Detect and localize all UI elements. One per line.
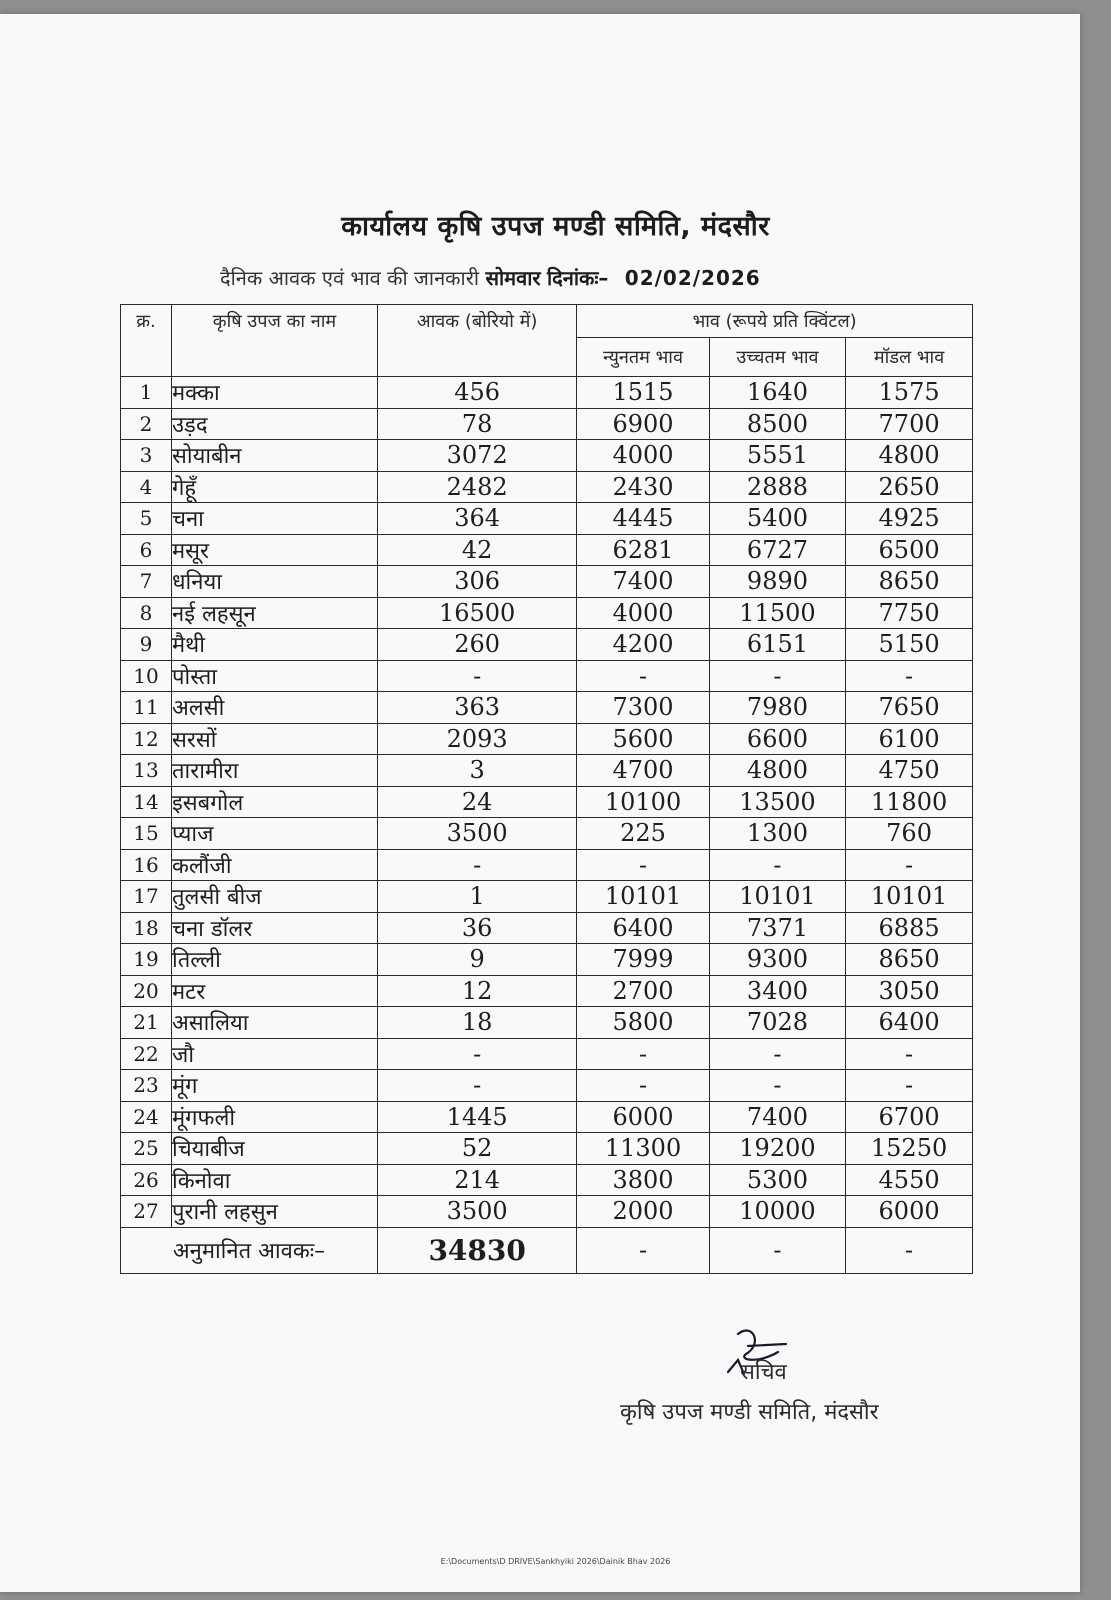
max-price-cell: 9890 xyxy=(709,566,845,598)
total-modal: - xyxy=(846,1227,973,1273)
crop-name-cell: सोयाबीन xyxy=(172,440,378,472)
table-row xyxy=(121,1164,973,1196)
signature-title: सचिव xyxy=(740,1360,787,1385)
serial-cell: 8 xyxy=(121,597,172,629)
table-row xyxy=(121,440,973,472)
crop-name-cell: तिल्ली xyxy=(172,944,378,976)
table-row xyxy=(121,912,973,944)
modal-price-cell: 6100 xyxy=(846,723,973,755)
modal-price-cell: 6400 xyxy=(846,1007,973,1039)
crop-name-cell: किनोवा xyxy=(172,1164,378,1196)
max-price-cell: 1640 xyxy=(709,377,845,409)
arrival-cell: 456 xyxy=(378,377,577,409)
max-price-cell: 1300 xyxy=(709,818,845,850)
header-modal-price: मॉडल भाव xyxy=(846,338,973,377)
arrival-cell: - xyxy=(378,1038,577,1070)
serial-cell: 9 xyxy=(121,629,172,661)
modal-price-cell: 6885 xyxy=(846,912,973,944)
table-row xyxy=(121,786,973,818)
serial-cell: 10 xyxy=(121,660,172,692)
table-row xyxy=(121,723,973,755)
arrival-cell: 12 xyxy=(378,975,577,1007)
modal-price-cell: 10101 xyxy=(846,881,973,913)
date-label: दिनांकः– xyxy=(546,266,609,290)
min-price-cell: 11300 xyxy=(577,1133,710,1165)
arrival-cell: 363 xyxy=(378,692,577,724)
max-price-cell: 6151 xyxy=(709,629,845,661)
crop-name-cell: इसबगोल xyxy=(172,786,378,818)
subtitle-prefix: दैनिक आवक एवं भाव की जानकारी xyxy=(220,266,480,290)
table-row xyxy=(121,944,973,976)
serial-cell: 21 xyxy=(121,1007,172,1039)
header-price-group: भाव (रूपये प्रति क्विंटल) xyxy=(577,305,973,338)
modal-price-cell: 6000 xyxy=(846,1196,973,1228)
min-price-cell: - xyxy=(577,1038,710,1070)
modal-price-cell: 5150 xyxy=(846,629,973,661)
serial-cell: 16 xyxy=(121,849,172,881)
max-price-cell: 5300 xyxy=(709,1164,845,1196)
max-price-cell: - xyxy=(709,1038,845,1070)
arrival-cell: 52 xyxy=(378,1133,577,1165)
arrival-cell: 3500 xyxy=(378,1196,577,1228)
header-crop-name: कृषि उपज का नाम xyxy=(172,305,378,377)
arrival-cell: - xyxy=(378,849,577,881)
total-min: - xyxy=(577,1227,710,1273)
header-min-price: न्युनतम भाव xyxy=(577,338,710,377)
arrival-cell: 214 xyxy=(378,1164,577,1196)
min-price-cell: 7999 xyxy=(577,944,710,976)
arrival-cell: 2093 xyxy=(378,723,577,755)
max-price-cell: 19200 xyxy=(709,1133,845,1165)
min-price-cell: 2700 xyxy=(577,975,710,1007)
crop-name-cell: गेहूँ xyxy=(172,471,378,503)
modal-price-cell: 3050 xyxy=(846,975,973,1007)
modal-price-cell: 4750 xyxy=(846,755,973,787)
min-price-cell: 6000 xyxy=(577,1101,710,1133)
crop-name-cell: मटर xyxy=(172,975,378,1007)
footer-file-path: E:\Documents\D DRIVE\Sankhyiki 2026\Dainik Bhav 2026 xyxy=(440,1557,671,1566)
min-price-cell: 4000 xyxy=(577,597,710,629)
crop-name-cell: तारामीरा xyxy=(172,755,378,787)
min-price-cell: 225 xyxy=(577,818,710,850)
mandi-rates-table xyxy=(120,304,973,1274)
serial-cell: 19 xyxy=(121,944,172,976)
crop-name-cell: असालिया xyxy=(172,1007,378,1039)
modal-price-cell: - xyxy=(846,849,973,881)
modal-price-cell: 15250 xyxy=(846,1133,973,1165)
crop-name-cell: जौ xyxy=(172,1038,378,1070)
table-row xyxy=(121,660,973,692)
crop-name-cell: चना xyxy=(172,503,378,535)
serial-cell: 7 xyxy=(121,566,172,598)
arrival-cell: 9 xyxy=(378,944,577,976)
arrival-cell: 16500 xyxy=(378,597,577,629)
modal-price-cell: 6700 xyxy=(846,1101,973,1133)
total-max: - xyxy=(709,1227,845,1273)
modal-price-cell: - xyxy=(846,1038,973,1070)
arrival-cell: 364 xyxy=(378,503,577,535)
min-price-cell: 7400 xyxy=(577,566,710,598)
arrival-cell: - xyxy=(378,1070,577,1102)
min-price-cell: 10101 xyxy=(577,881,710,913)
total-arrival: 34830 xyxy=(378,1227,577,1273)
signature-organization: कृषि उपज मण्डी समिति, मंदसौर xyxy=(620,1400,879,1425)
max-price-cell: - xyxy=(709,660,845,692)
table-row xyxy=(121,692,973,724)
table-row xyxy=(121,755,973,787)
crop-name-cell: उड़द xyxy=(172,408,378,440)
serial-cell: 17 xyxy=(121,881,172,913)
max-price-cell: 11500 xyxy=(709,597,845,629)
table-row xyxy=(121,377,973,409)
table-row xyxy=(121,849,973,881)
max-price-cell: 3400 xyxy=(709,975,845,1007)
min-price-cell: 5800 xyxy=(577,1007,710,1039)
crop-name-cell: चियाबीज xyxy=(172,1133,378,1165)
arrival-cell: 2482 xyxy=(378,471,577,503)
total-label: अनुमानित आवकः– xyxy=(121,1227,378,1273)
header-serial: क्र. xyxy=(121,305,172,377)
max-price-cell: 10000 xyxy=(709,1196,845,1228)
total-row xyxy=(121,1227,973,1273)
arrival-cell: 3 xyxy=(378,755,577,787)
serial-cell: 25 xyxy=(121,1133,172,1165)
serial-cell: 6 xyxy=(121,534,172,566)
table-row xyxy=(121,629,973,661)
document-page xyxy=(0,14,1080,1592)
min-price-cell: 3800 xyxy=(577,1164,710,1196)
min-price-cell: - xyxy=(577,660,710,692)
max-price-cell: 2888 xyxy=(709,471,845,503)
serial-cell: 27 xyxy=(121,1196,172,1228)
table-row xyxy=(121,503,973,535)
day-name: सोमवार xyxy=(485,266,541,290)
arrival-cell: 260 xyxy=(378,629,577,661)
max-price-cell: 4800 xyxy=(709,755,845,787)
crop-name-cell: मूंगफली xyxy=(172,1101,378,1133)
arrival-cell: 306 xyxy=(378,566,577,598)
crop-name-cell: पोस्ता xyxy=(172,660,378,692)
max-price-cell: 7028 xyxy=(709,1007,845,1039)
table-row xyxy=(121,471,973,503)
modal-price-cell: 7750 xyxy=(846,597,973,629)
arrival-cell: 24 xyxy=(378,786,577,818)
serial-cell: 11 xyxy=(121,692,172,724)
min-price-cell: 1515 xyxy=(577,377,710,409)
serial-cell: 24 xyxy=(121,1101,172,1133)
crop-name-cell: मसूर xyxy=(172,534,378,566)
min-price-cell: 6900 xyxy=(577,408,710,440)
serial-cell: 26 xyxy=(121,1164,172,1196)
table-row xyxy=(121,1038,973,1070)
modal-price-cell: - xyxy=(846,660,973,692)
min-price-cell: 4000 xyxy=(577,440,710,472)
min-price-cell: 4445 xyxy=(577,503,710,535)
modal-price-cell: 6500 xyxy=(846,534,973,566)
serial-cell: 23 xyxy=(121,1070,172,1102)
page-title: कार्यालय कृषि उपज मण्डी समिति, मंदसौर xyxy=(341,211,770,242)
arrival-cell: 36 xyxy=(378,912,577,944)
arrival-cell: - xyxy=(378,660,577,692)
table-row xyxy=(121,534,973,566)
min-price-cell: 6400 xyxy=(577,912,710,944)
min-price-cell: 7300 xyxy=(577,692,710,724)
min-price-cell: - xyxy=(577,849,710,881)
crop-name-cell: चना डॉलर xyxy=(172,912,378,944)
serial-cell: 18 xyxy=(121,912,172,944)
crop-name-cell: अलसी xyxy=(172,692,378,724)
max-price-cell: 7400 xyxy=(709,1101,845,1133)
max-price-cell: 5551 xyxy=(709,440,845,472)
modal-price-cell: 760 xyxy=(846,818,973,850)
modal-price-cell: 4925 xyxy=(846,503,973,535)
serial-cell: 5 xyxy=(121,503,172,535)
crop-name-cell: कलौंजी xyxy=(172,849,378,881)
min-price-cell: - xyxy=(577,1070,710,1102)
serial-cell: 4 xyxy=(121,471,172,503)
crop-name-cell: मक्का xyxy=(172,377,378,409)
max-price-cell: 10101 xyxy=(709,881,845,913)
min-price-cell: 4700 xyxy=(577,755,710,787)
max-price-cell: 6600 xyxy=(709,723,845,755)
header-arrival: आवक (बोरियो में) xyxy=(378,305,577,377)
max-price-cell: 5400 xyxy=(709,503,845,535)
max-price-cell: - xyxy=(709,1070,845,1102)
table-row xyxy=(121,1196,973,1228)
arrival-cell: 78 xyxy=(378,408,577,440)
crop-name-cell: मैथी xyxy=(172,629,378,661)
min-price-cell: 4200 xyxy=(577,629,710,661)
table-row xyxy=(121,1007,973,1039)
modal-price-cell: - xyxy=(846,1070,973,1102)
arrival-cell: 42 xyxy=(378,534,577,566)
modal-price-cell: 1575 xyxy=(846,377,973,409)
min-price-cell: 2430 xyxy=(577,471,710,503)
min-price-cell: 6281 xyxy=(577,534,710,566)
modal-price-cell: 2650 xyxy=(846,471,973,503)
table-row xyxy=(121,566,973,598)
max-price-cell: - xyxy=(709,849,845,881)
modal-price-cell: 7700 xyxy=(846,408,973,440)
max-price-cell: 7371 xyxy=(709,912,845,944)
max-price-cell: 6727 xyxy=(709,534,845,566)
serial-cell: 2 xyxy=(121,408,172,440)
crop-name-cell: प्याज xyxy=(172,818,378,850)
modal-price-cell: 11800 xyxy=(846,786,973,818)
table-row xyxy=(121,408,973,440)
table-row xyxy=(121,1133,973,1165)
modal-price-cell: 8650 xyxy=(846,566,973,598)
serial-cell: 20 xyxy=(121,975,172,1007)
arrival-cell: 1 xyxy=(378,881,577,913)
arrival-cell: 1445 xyxy=(378,1101,577,1133)
serial-cell: 1 xyxy=(121,377,172,409)
serial-cell: 15 xyxy=(121,818,172,850)
table-row xyxy=(121,881,973,913)
max-price-cell: 8500 xyxy=(709,408,845,440)
page-subtitle xyxy=(220,264,761,291)
crop-name-cell: नई लहसून xyxy=(172,597,378,629)
table-row xyxy=(121,1070,973,1102)
max-price-cell: 9300 xyxy=(709,944,845,976)
table-row xyxy=(121,975,973,1007)
table-row xyxy=(121,1101,973,1133)
arrival-cell: 3500 xyxy=(378,818,577,850)
min-price-cell: 2000 xyxy=(577,1196,710,1228)
max-price-cell: 7980 xyxy=(709,692,845,724)
serial-cell: 3 xyxy=(121,440,172,472)
max-price-cell: 13500 xyxy=(709,786,845,818)
serial-cell: 22 xyxy=(121,1038,172,1070)
serial-cell: 13 xyxy=(121,755,172,787)
arrival-cell: 3072 xyxy=(378,440,577,472)
modal-price-cell: 4800 xyxy=(846,440,973,472)
serial-cell: 14 xyxy=(121,786,172,818)
crop-name-cell: तुलसी बीज xyxy=(172,881,378,913)
min-price-cell: 10100 xyxy=(577,786,710,818)
arrival-cell: 18 xyxy=(378,1007,577,1039)
modal-price-cell: 7650 xyxy=(846,692,973,724)
modal-price-cell: 8650 xyxy=(846,944,973,976)
date-value: 02/02/2026 xyxy=(624,266,761,290)
modal-price-cell: 4550 xyxy=(846,1164,973,1196)
serial-cell: 12 xyxy=(121,723,172,755)
min-price-cell: 5600 xyxy=(577,723,710,755)
header-max-price: उच्चतम भाव xyxy=(709,338,845,377)
crop-name-cell: सरसों xyxy=(172,723,378,755)
crop-name-cell: पुरानी लहसुन xyxy=(172,1196,378,1228)
crop-name-cell: मूंग xyxy=(172,1070,378,1102)
table-row xyxy=(121,597,973,629)
table-row xyxy=(121,818,973,850)
crop-name-cell: धनिया xyxy=(172,566,378,598)
